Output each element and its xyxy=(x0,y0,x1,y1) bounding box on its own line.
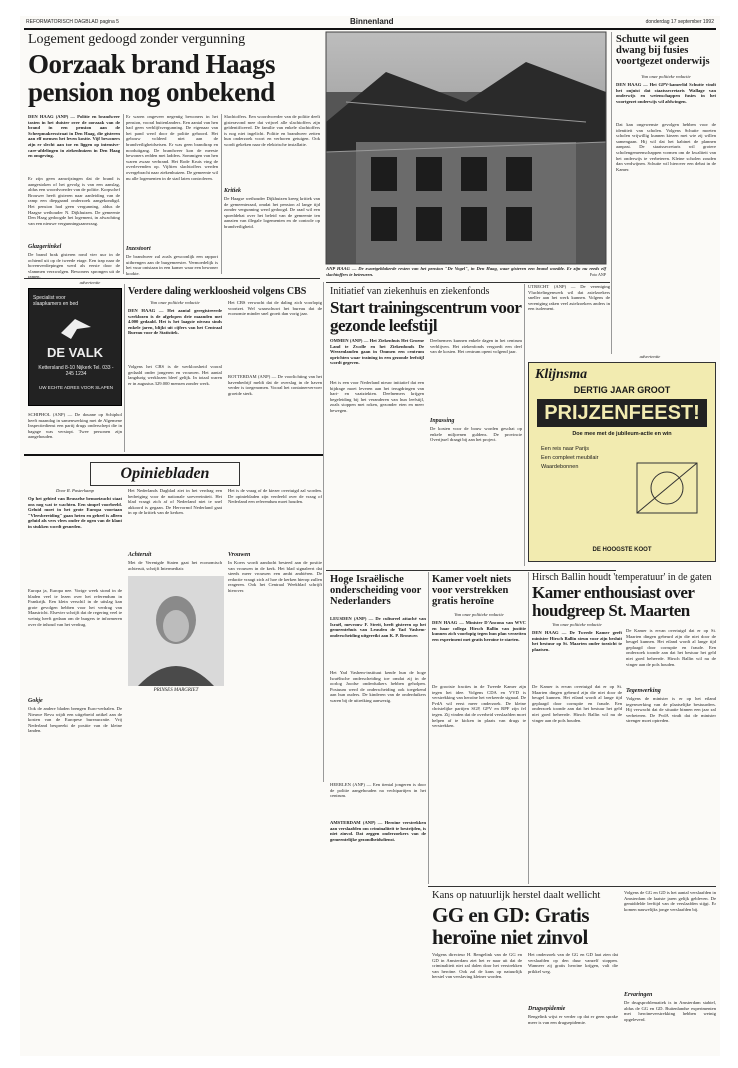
valk-line2: slaapkamers en bed xyxy=(33,301,79,307)
col-divider xyxy=(323,282,324,782)
col-divider xyxy=(221,114,222,274)
hirsch-headline: Kamer enthousiast over houdgreep St. Maarten xyxy=(532,583,695,620)
photo-credit: Foto ANP xyxy=(589,272,606,277)
hoge-body: Het Yad Vashem-instituut kende hun de hoge Israëlische onderscheiding toe omdat zij in de oorlog Joodse onderduikers hebben geholpen. Postuum werd de onderscheiding ook toegekend aan hun ouders. De kinderen van de onderduikers waren bij de uitreiking aanwezig. xyxy=(330,670,426,703)
newspaper-page xyxy=(20,16,720,1056)
opinie-col1b: Ook de andere bladen brengen Euro-verhalen. De Nieuwe Revu wijdt een uitgebreid artikel aan de kosten van de Europese bureaucratie. Vrij Nederland bespreekt de positie van de kleine landen. xyxy=(28,706,122,734)
gg-subhead: Drugsepidemie xyxy=(528,1006,566,1012)
training-col3: UTRECHT (ANP) — De vereniging Vluchtelingenwerk wil dat asielzoekers sneller aan het werk kunnen. Volgens de vereniging raken veel asielzoekers anders in een isolement. xyxy=(528,284,610,312)
opinie-byline: Door R. Pasterkamp xyxy=(56,488,94,493)
klijnsma-bullet: Waardebonnen xyxy=(541,464,579,470)
kamer-body: De grootste fracties in de Tweede Kamer zijn tegen het idee. Volgens CDA en VVD is verstrekking van heroïne het verkeerde signaal. De PvdA wil eerst meer onderzoek. De kleine christelijke partijen SGP, GPV en RPF zijn fel tegen. Zij vinden dat de overheid verslaafden moet helpen af te kicken in plaats van drugs te verstrekken. xyxy=(432,684,526,729)
werkloosheid-col1: Volgens het CBS is de werkloosheid vooral gedaald onder jongeren en vrouwen. Het aantal langdurig werklozen bleef gelijk. In totaal waren er in augustus 329.000 mensen zonder werk. xyxy=(128,364,222,386)
photo-caption: ANP HAAG — De zwartgeblakerde resten van het pension "De Vogel", in Den Haag, waar gisteren een brand woedde. Er zijn nu reeds elf slachtoffers te betreuren. xyxy=(326,266,606,277)
opinie-subhead3: Vrouwen xyxy=(228,552,251,558)
valk-adv-label: advertentie xyxy=(79,280,101,285)
werkloosheid-sub2: ROTTERDAM (ANP) — De voorlichting van het havenbedrijf meldt dat de overslag in de haven verder is toegenomen. Vooral het containervervoer groeide sterk. xyxy=(228,374,322,396)
main-kicker: Logement gedoogd zonder vergunning xyxy=(28,32,246,47)
gg-subhead2: Ervaringen xyxy=(624,992,653,998)
valk-tagline: UW ECHTE ADRES VOOR SLAPEN xyxy=(38,385,113,390)
werkloosheid-lead: DEN HAAG — Het aantal geregistreerde werklozen is de afgelopen drie maanden met 4.000 gedaald. Het is het laagste niveau sinds enkele jaren, blijkt uit cijfers van het Centraal Bureau voor de Statistiek. xyxy=(128,308,222,336)
werkloosheid-byline: Van onze politieke redactie xyxy=(150,300,200,305)
gg-rule xyxy=(428,886,716,887)
klijnsma-ad[interactable] xyxy=(528,362,716,562)
hirsch-subhead: Tegenwerking xyxy=(626,688,661,694)
schiphol-brief: SCHIPHOL (ANP) — De douane op Schiphol heeft maandag in samenwerking met de Algemene Inspectiedienst een partij drugs onderschept die in bagage was verstopt. Twee personen zijn aangehouden. xyxy=(28,412,122,440)
main-lead: DEN HAAG (ANP) — Politie en brandweer tasten in het duister over de oorzaak van de brand in een pension aan de Scheepmakersstraat in Den Haag, die gisteren aan elf mensen het leven kostte. Vijf bewoners zijn er slecht aan toe en liggen op intensive-care-afdelingen in ziekenhuizen in Den Haag en omgeving. xyxy=(28,114,120,159)
margriet-caption: PRINSES MARGRIET xyxy=(153,688,199,693)
schutte-byline: Van onze politieke redactie xyxy=(641,74,691,79)
klijnsma-line2: Doe mee met de jubileum-actie en win xyxy=(572,431,672,437)
main-col1b: De brand brak gisteren rond vier uur in de ochtend uit op de tweede etage. Een trap naar de bovenverdiepingen werd als eerste door de vlammen verzwolgen. Bewoners sprongen uit de ramen. xyxy=(28,252,120,280)
main-subhead1: Glazgeriinkel xyxy=(28,244,62,250)
training-rule xyxy=(326,282,610,283)
opinie-col1: Europa ja, Europa nee. Vorige week stond in de bladen veel te lezen over het referendum in Frankrijk. Een klein verschil in de uitslag kan grote gevolgen hebben voor het verdrag van Maastricht. Elsevier schrijft dat de regering veel te weinig heeft gedaan om de burgers te informeren over de inhoud van het verdrag. xyxy=(28,588,122,627)
werkloosheid-col2: Het CBS verwacht dat de daling zich voorlopig voortzet. Wel waarschuwt het bureau dat de economie minder snel groeit dan vorig jaar. xyxy=(228,300,322,317)
header-date: donderdag 17 september 1992 xyxy=(645,19,714,25)
training-subhead: Inpassing xyxy=(430,418,455,424)
valk-rule xyxy=(24,278,320,279)
burned-building-image xyxy=(326,32,606,264)
training-lead: OMMEN (ANP) — Het Ziekenhuis Het Groene Land te Zwolle en het Ziekenfonds De Weezenlanden gaan in Ommen een centrum oprichten waar training in een gezonde leefstijl wordt gegeven. xyxy=(330,338,424,366)
klijnsma-bullets xyxy=(541,445,621,472)
gg-col2b: Rengelink wijst er verder op dat er geen sprake meer is van een drugsepidemie. xyxy=(528,1014,618,1025)
hirsch-body2: Volgens de minister is er op het eiland tegenwerking van de plaatselijke bestuurders. Hij verwacht dat de situatie binnen een jaar zal verbeteren. De PvdA vindt dat de minister strenger moet optreden. xyxy=(626,696,716,724)
gg-col1: Volgens directeur H. Rengelink van de GG en GD in Amsterdam ziet het er naar uit dat de criminaliteit niet zal dalen door het verstrekken van heroïne. Ook zal de kans op natuurlijk herstel van verslaving kleiner worden. xyxy=(432,952,522,980)
hirsch-byline: Van onze politieke redactie xyxy=(552,622,602,627)
training-headline: Start trainingscentrum voor gezonde leefstijl xyxy=(330,298,522,335)
hirsch-body: De Kamer is ervan overtuigd dat er op St. Maarten dingen gebeurd zijn die niet door de beugel kunnen. Het eiland wordt al lange tijd geplaagd door corruptie en fraude. Een onderzoek toonde aan dat het bestuur het geld niet goed beheerde. Hirsch Ballin wil nu de vinger aan de pols houden. xyxy=(532,684,622,723)
kamer-byline: Van onze politieke redactie xyxy=(454,612,504,617)
training-col1: Het is een voor Nederland nieuw initiatief dat een bijdrage moet leveren aan het terugdringen van hart- en vaatziekten. Deelnemers krijgen begeleiding bij het veranderen van hun leefstijl, zoals stoppen met roken, gezonder eten en meer bewegen. xyxy=(330,380,424,413)
gg-headline: GG en GD: Gratis heroïne niet zinvol xyxy=(432,903,590,949)
klijnsma-bullet: Een compleet meubilair xyxy=(541,455,599,461)
hirsch-lead: DEN HAAG — De Tweede Kamer geeft minister Hirsch Ballin steun voor zijn besluit het bestuur op St. Maarten onder toezicht te plaatsen. xyxy=(532,630,622,652)
header-rule xyxy=(24,28,716,30)
kamer-lead: DEN HAAG — Minister D'Ancona van WVC en haar collega Hirsch Ballin van justitie kunnen zich voorlopig tegen hun plan verzetten een experiment met gratis heroïne te starten. xyxy=(432,620,526,642)
klijnsma-banner: PRIJZENFEEST! xyxy=(537,399,707,427)
valk-line1: Specialist voor xyxy=(33,295,66,301)
opinie-col2b: Met de Verenigde Staten gaat het economisch achteruit, schrijft Intermediair. xyxy=(128,560,222,571)
training-col2: Deelnemers kunnen enkele dagen in het centrum verblijven. Het ziekenfonds vergoedt een deel van de kosten. Het centrum opent volgend jaar. xyxy=(430,338,522,355)
prize-illustration-icon xyxy=(629,443,709,533)
gg-kicker: Kans op natuurlijk herstel daalt wellicht xyxy=(432,890,601,901)
klijnsma-bullet: Een reis naar Parijs xyxy=(541,446,589,452)
klijnsma-line1: DERTIG JAAR GROOT xyxy=(573,385,671,395)
training-kicker: Initiatief van ziekenhuis en ziekenfonds xyxy=(330,286,490,297)
col-divider xyxy=(123,114,124,274)
valk-ad[interactable] xyxy=(28,288,122,406)
main-col1: Er zijn geen aanwijzingen dat de brand is aangestoken of het gevolg is van een aanslag, aldus een woordvoerder van de politie. Korpschef Brouwer heeft gisteren naar aanleiding van de ramp een diepgaand onderzoek aangekondigd. Het pension had geen vergunning, aldus de Haagse wethouder N. Dijkhuizen. De gemeente Den Haag gedoogde het logement, in afwachting van een nieuwe vergunningsaanvraag. xyxy=(28,176,120,226)
hoge-rule xyxy=(326,570,616,571)
schutte-lead: DEN HAAG — Het GPV-kamerlid Schutte vindt het onjuist dat staatssecretaris Wallage van onderwijs en wetenschappen fusies in het voortgezet onderwijs wil afdwingen. xyxy=(616,82,716,104)
klijnsma-footer: DE HOOGSTE KOOT xyxy=(592,547,652,553)
kamer-divider xyxy=(428,572,429,884)
valk-name: DE VALK xyxy=(46,345,104,360)
opinie-subhead: Gokje xyxy=(28,698,43,704)
hirsch-body-top: De Kamer is ervan overtuigd dat er op St. Maarten dingen gebeurd zijn die niet door de beugel kunnen. Het eiland wordt al lange tijd geplaagd door corruptie en fraude. Een onderzoek toonde aan dat het bestuur het geld niet goed beheerde. Hirsch Ballin wil nu de vinger aan de pols houden. xyxy=(626,628,716,667)
valk-address: Kettersland 8-10 Nijkerk Tel. 033 - 245 1234 xyxy=(38,365,114,377)
schutte-divider xyxy=(611,32,612,354)
kamer-headline: Kamer voelt niets voor verstrekken gratis heroïne xyxy=(432,574,512,607)
hoge-lead: LEUSDEN (ANP) — De cultureel attaché van Israël, mevrouw F. Streit, heeft gisteren op het gemeentehuis van Leusden de Yad Vashem-onderscheiding uitgereikt aan K. P. Brouwer. xyxy=(330,616,426,638)
main-col3: Slachtoffers. Een woordvoerder van de politie deelt gisteravond mee dat vrijwel alle slachtoffers zijn geïdentificeerd. De familie van enkele slachtoffers is nog niet ingelicht. Politie en brandweer zetten hun onderzoek voort en verhoren getuigen. Ook wordt gekeken naar de elektrische installatie. xyxy=(224,114,320,147)
opinie-col3b: In Koers wordt aandacht besteed aan de positie van vrouwen in de kerk. Het blad signaleert dat steeds meer vrouwen een ambt ambiëren. De redactie vraagt zich af hoe de kerken hierop zullen reageren. Ook het Centraal Weekblad schrijft hierover. xyxy=(228,560,322,593)
opinie-lead: Op het gebied van Brusselse bemoeizucht staat ons nog wat te wachten. Een simpel voorbeeld. Geluid moet in het grote Europa voortaan "Vleesbereiding" gaan heten en geheel is alleen geluid als vers vlees onder de ogen van de klant in stukken wordt gesneden. xyxy=(28,496,122,529)
fire-photo xyxy=(326,32,606,264)
bird-logo-icon xyxy=(59,315,93,341)
klijnsma-brand: Klijnsma xyxy=(535,367,588,382)
hirsch-kicker: Hirsch Ballin houdt 'temperatuur' in de gaten xyxy=(532,572,712,583)
opinie-title: Opiniebladen xyxy=(90,462,240,486)
gg-col3: Volgens de GG en GD is het aantal verslaafden in Amsterdam de laatste jaren gelijk gebleven. De gemiddelde leeftijd van de verslaafden stijgt. Er komen nauwelijks jonge verslaafden bij. xyxy=(624,890,716,912)
col-divider xyxy=(124,284,125,452)
schutte-body: Dat kan ongewenste gevolgen hebben voor de identiteit van scholen. Volgens Schutte moeten scholen vrijwillig kunnen kiezen met wie zij willen samengaan. Hij wil dat het kabinet de plannen aanpast. De staatssecretaris wil grotere scholengemeenschappen vormen om de kwaliteit van het onderwijs te verbeteren. Kleine scholen zouden dan verdwijnen. Schutte wil hierover een debat in de Kamer. xyxy=(616,122,716,172)
hirsch-divider xyxy=(528,572,529,884)
gg-col2: Het onderzoek van de GG en GD laat zien dat verslaafden op den duur vanzelf stoppen. Wanneer zij gratis heroïne krijgen, valt die prikkel weg. xyxy=(528,952,618,974)
hoge-headline: Hoge Israëlische onderscheiding voor Nederlanders xyxy=(330,574,422,607)
col-divider xyxy=(524,284,525,566)
main-subhead2: Inzestoort xyxy=(126,246,151,252)
portrait-image xyxy=(128,576,224,686)
hoge-sub2: AMSTERDAM (ANP) — Heroïne verstrekken aan verslaafden om criminaliteit te bestrijden, is niet zinvol. Dat zeggen onderzoekers van de gemeentelijke gezondheidsdienst. xyxy=(330,820,426,842)
main-headline: Oorzaak brand Haags pension nog onbekend xyxy=(28,49,276,107)
header-left: REFORMATORISCH DAGBLAD pagina 5 xyxy=(26,19,119,25)
main-col2b: De brandweer zal zoals gewoonlijk een rapport uitbrengen aan de burgemeester. Vermoedelijk is het vuur ontstaan in een kamer waar een bewoner kookte. xyxy=(126,254,218,276)
schutte-headline: Schutte wil geen dwang bij fusies voortgezet onderwijs xyxy=(616,34,710,67)
training-col2b: De kosten voor de bouw worden geschat op enkele miljoenen guldens. De provincie Overijssel draagt bij aan het project. xyxy=(430,426,522,443)
hoge-sub: HEERLEN (ANP) — Een tiental jongeren is door de politie aangehouden na vechtpartijen in het centrum. xyxy=(330,782,426,799)
main-col2: Er waren ongeveer negentig bewoners in het pension, vooral buitenlanders. Een aantal van hen had geen verblijfsvergunning. De eigenaar van het pand werd door de politie gehoord. Het gebouw voldeed niet aan de brandveiligheidseisen. Er was geen brandtrap en nooduitgang. De brandweer kon de meeste bewoners redden met ladders. Sommigen van hen waren zwaar verbrand. Het Rode Kruis ving de overlevenden op. Vijftien slachtoffers werden overgebracht naar ziekenhuizen. De gemeente wil nu alle logementen in de stad laten controleren. xyxy=(126,114,218,181)
opinie-col3: Het is de vraag of de kiezer overtuigd zal worden. De opiniebladen zijn verdeeld over de vraag of Nederland een referendum moet houden. xyxy=(228,488,322,505)
main-col3b: De Haagse wethouder Dijkhuizen kreeg kritiek van de gemeenteraad, omdat het pension al lange tijd zonder vergunning werd gedoogd. De raad wil een spoeddebat over het beleid van de gemeente ten aanzien van illegale logementen en de controle op brandveiligheid. xyxy=(224,196,320,229)
opinie-subhead2: Achteruit xyxy=(128,552,152,558)
gg-col3b: De drugsproblematiek is in Amsterdam stabiel, aldus de GG en GD. Buitenlandse experimenten met heroïneverstrekking hebben weinig opgeleverd. xyxy=(624,1000,716,1022)
section-name: Binnenland xyxy=(350,17,394,26)
opinie-rule xyxy=(24,454,324,456)
opinie-col2: Het Nederlands Dagblad ziet in het verdrag een bedreiging voor de nationale soevereiniteit. Het blad vraagt zich af of Nederland niet te snel akkoord is gegaan. De Hervormd Nederland gaat in op de kritiek van de kerken. xyxy=(128,488,222,516)
margriet-photo xyxy=(128,576,224,686)
werkloosheid-headline: Verdere daling werkloosheid volgens CBS xyxy=(128,286,307,297)
klijnsma-adv-label: advertentie xyxy=(639,354,661,359)
main-subhead3: Kritiek xyxy=(224,188,242,194)
